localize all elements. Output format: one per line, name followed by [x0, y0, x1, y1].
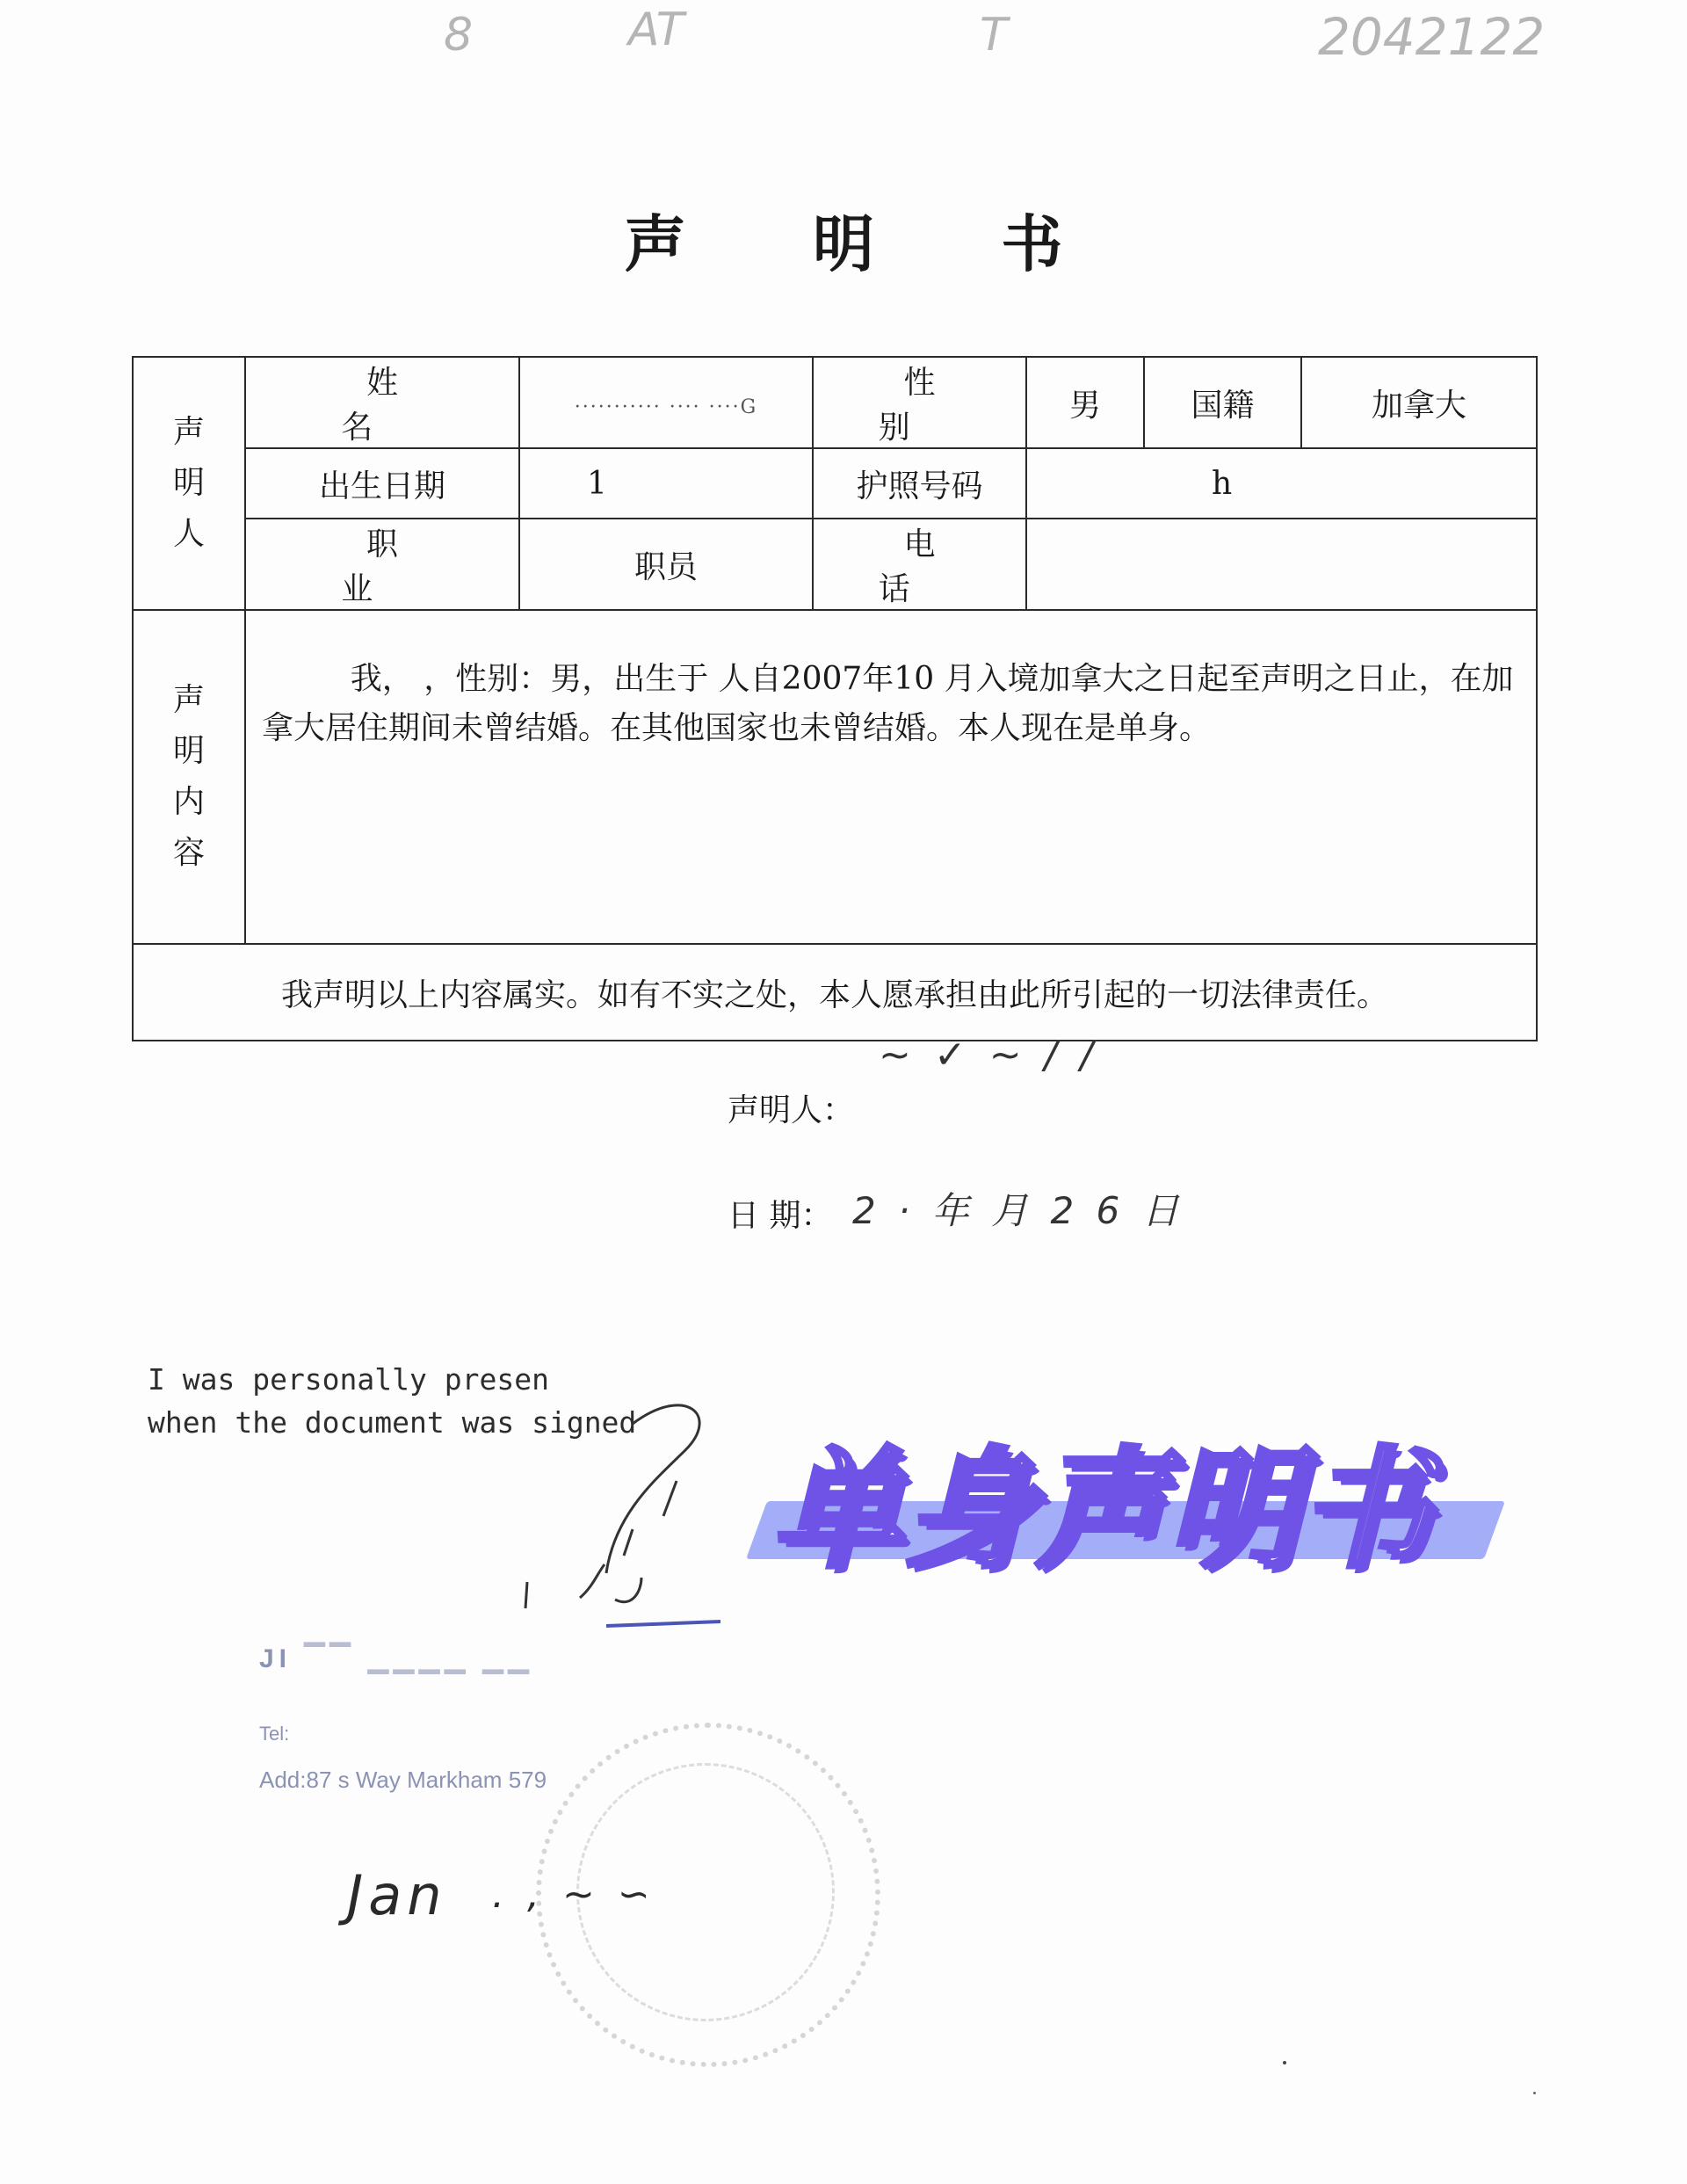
- top-mark: T: [980, 9, 1008, 62]
- occupation-label: 职 业: [245, 519, 519, 610]
- declaration-form-table: [132, 356, 1538, 1041]
- top-mark: AT: [628, 4, 684, 56]
- top-handwritten-marks: [0, 0, 1687, 97]
- birth-date-label: 出生日期: [245, 448, 519, 519]
- phone-label: 电 话: [813, 519, 1026, 610]
- name-value: ··········· ···· ····G: [519, 357, 813, 448]
- occupation-value: 职员: [519, 519, 813, 610]
- gender-label: 性 别: [813, 357, 1026, 448]
- stamp-tel: Tel:: [259, 1723, 290, 1745]
- document-title: 声 明 书: [624, 207, 1116, 280]
- date-value: 2 · 年 月 2 6 日: [852, 1189, 1184, 1232]
- scan-speck: [1533, 2092, 1536, 2094]
- birth-date-value: 1: [519, 448, 813, 519]
- passport-label: 护照号码: [813, 448, 1026, 519]
- declarant-signature-label: 声明人：: [728, 1092, 855, 1128]
- nationality-label: 国籍: [1144, 357, 1301, 448]
- top-mark: 8: [444, 9, 474, 62]
- date-label: 日 期：: [728, 1198, 833, 1234]
- scan-speck: [1283, 2061, 1286, 2064]
- declaration-text: 我， ，性别：男，出生于 人自2007年10 月入境加拿大之日起至声明之日止，在加拿大居住期间未曾结婚。在其他国家也未曾结婚。本人现在是单身。: [262, 661, 1514, 746]
- phone-value: [1026, 519, 1537, 610]
- passport-value: h: [1026, 448, 1537, 519]
- content-section-label: 声 明 内 容: [133, 610, 245, 944]
- stamp-name: JI ▔▔ ▁▁▁▁ ▁▁: [259, 1644, 534, 1673]
- banner-text: 单身声明书: [772, 1434, 1431, 1585]
- top-mark: 2042122: [1318, 7, 1546, 67]
- name-label: 姓 名: [245, 357, 519, 448]
- declarant-section-label: 声 明 人: [133, 357, 245, 610]
- overlay-title-banner: [751, 1406, 1498, 1585]
- notary-handwritten-date-rest: . , ~ ∽: [492, 1872, 655, 1917]
- notary-statement-line1: I was personally presen: [148, 1362, 549, 1397]
- notary-signature: [510, 1389, 738, 1643]
- declaration-content: [245, 610, 1537, 944]
- gender-value: 男: [1026, 357, 1144, 448]
- notary-statement-line2: when the document was signed: [148, 1405, 637, 1440]
- declaration-footer: 我声明以上内容属实。如有不实之处，本人愿承担由此所引起的一切法律责任。: [133, 944, 1537, 1041]
- stamp-address: Add:87 s Way Markham 579: [259, 1767, 547, 1793]
- notary-handwritten-date: Jan: [347, 1863, 447, 1927]
- declarant-signature-scribble: ~ ✓ ~ / /: [879, 1033, 1099, 1077]
- nationality-value: 加拿大: [1301, 357, 1537, 448]
